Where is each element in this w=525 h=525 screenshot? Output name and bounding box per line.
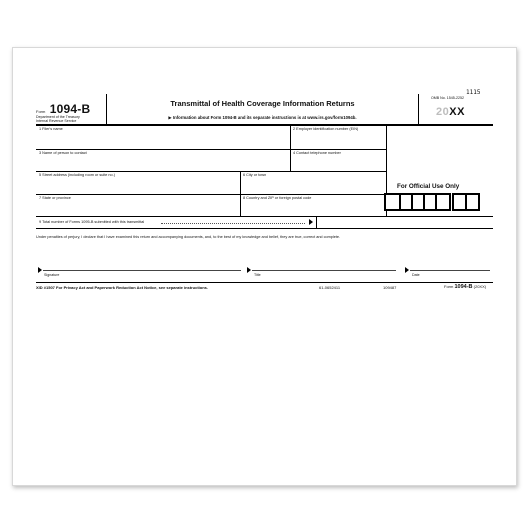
- row-rule-4: [36, 216, 493, 217]
- tax-year: [436, 106, 465, 118]
- form-number: 1094-B: [49, 102, 91, 116]
- field-8-label: 8 Country and ZIP or foreign postal code: [243, 196, 312, 200]
- title-label: Title: [254, 273, 261, 277]
- field-9-label: 9 Total number of Forms 1095-B submitted with this transmittal: [39, 220, 145, 224]
- box-tick: [435, 195, 437, 209]
- title-arrow-icon: [247, 267, 251, 273]
- official-use-label: For Official Use Only: [397, 183, 460, 190]
- footer-rule: [36, 282, 493, 283]
- form-word: Form: [36, 109, 46, 114]
- signature-label: Signature: [44, 273, 60, 277]
- row-rule-1: [36, 149, 386, 150]
- box-tick: [465, 195, 467, 209]
- field-2-label: 2 Employer identification number (EIN): [293, 127, 359, 131]
- date-arrow-icon: [405, 267, 409, 273]
- department: [36, 115, 80, 123]
- field-4-label: 4 Contact telephone number: [293, 151, 341, 155]
- box-tick: [399, 195, 401, 209]
- department-line-1: Department of the Treasury: [36, 115, 80, 119]
- department-line-2: Internal Revenue Service: [36, 119, 77, 123]
- year-prefix: 20: [436, 106, 450, 118]
- footer-cat-number: 61-0652411: [319, 285, 341, 290]
- info-line: ▶ Information about Form 1094-B and its separate instructions is at www.irs.gov/form1094b.: [168, 115, 357, 120]
- header-rule: [36, 124, 493, 126]
- form-code: 1115: [466, 89, 481, 96]
- form-sheet: [12, 47, 517, 486]
- date-line[interactable]: [410, 270, 490, 271]
- title-line[interactable]: [252, 270, 396, 271]
- field-6-label: 6 City or town: [243, 173, 267, 177]
- omb-number: OMB No. 1545-2252: [431, 96, 464, 100]
- field9-divider: [316, 216, 317, 228]
- footer-form-word: Form: [444, 284, 454, 289]
- field-1-label: 1 Filer's name: [39, 127, 63, 131]
- date-label: Date: [412, 273, 420, 277]
- official-use-box-wide: [384, 193, 451, 211]
- form-title: Transmittal of Health Coverage Information Returns: [170, 99, 355, 108]
- footer-privacy-notice: XID #1507 For Privacy Act and Paperwork Reduction Act Notice, see separate instructions.: [36, 285, 208, 290]
- row-rule-3: [36, 194, 386, 195]
- field-3-label: 3 Name of person to contact: [39, 151, 87, 155]
- perjury-statement: Under penalties of perjury, I declare that I have examined this return and accompanying documents, and, to the best of my knowledge and belief, they are true, correct and complete.: [36, 235, 341, 239]
- footer-form-id: [444, 284, 486, 290]
- box-tick: [423, 195, 425, 209]
- footer-item-number: 109487: [383, 285, 397, 290]
- field-7-label: 7 State or province: [39, 196, 71, 200]
- field-5-label: 5 Street address (including room or suite no.): [39, 173, 115, 177]
- footer-form-number: 1094-B: [454, 284, 473, 290]
- footer-year: (20XX): [473, 284, 487, 289]
- field-9-arrow-icon: [309, 219, 313, 225]
- year-suffix: XX: [449, 106, 465, 118]
- box-tick: [411, 195, 413, 209]
- header-right-divider: [418, 94, 419, 124]
- row-rule-2: [36, 171, 386, 172]
- signature-line[interactable]: [43, 270, 241, 271]
- field-9-leader-dots: [161, 223, 305, 225]
- signature-arrow-icon: [38, 267, 42, 273]
- row-rule-5: [36, 228, 493, 229]
- official-use-box-narrow: [452, 193, 480, 211]
